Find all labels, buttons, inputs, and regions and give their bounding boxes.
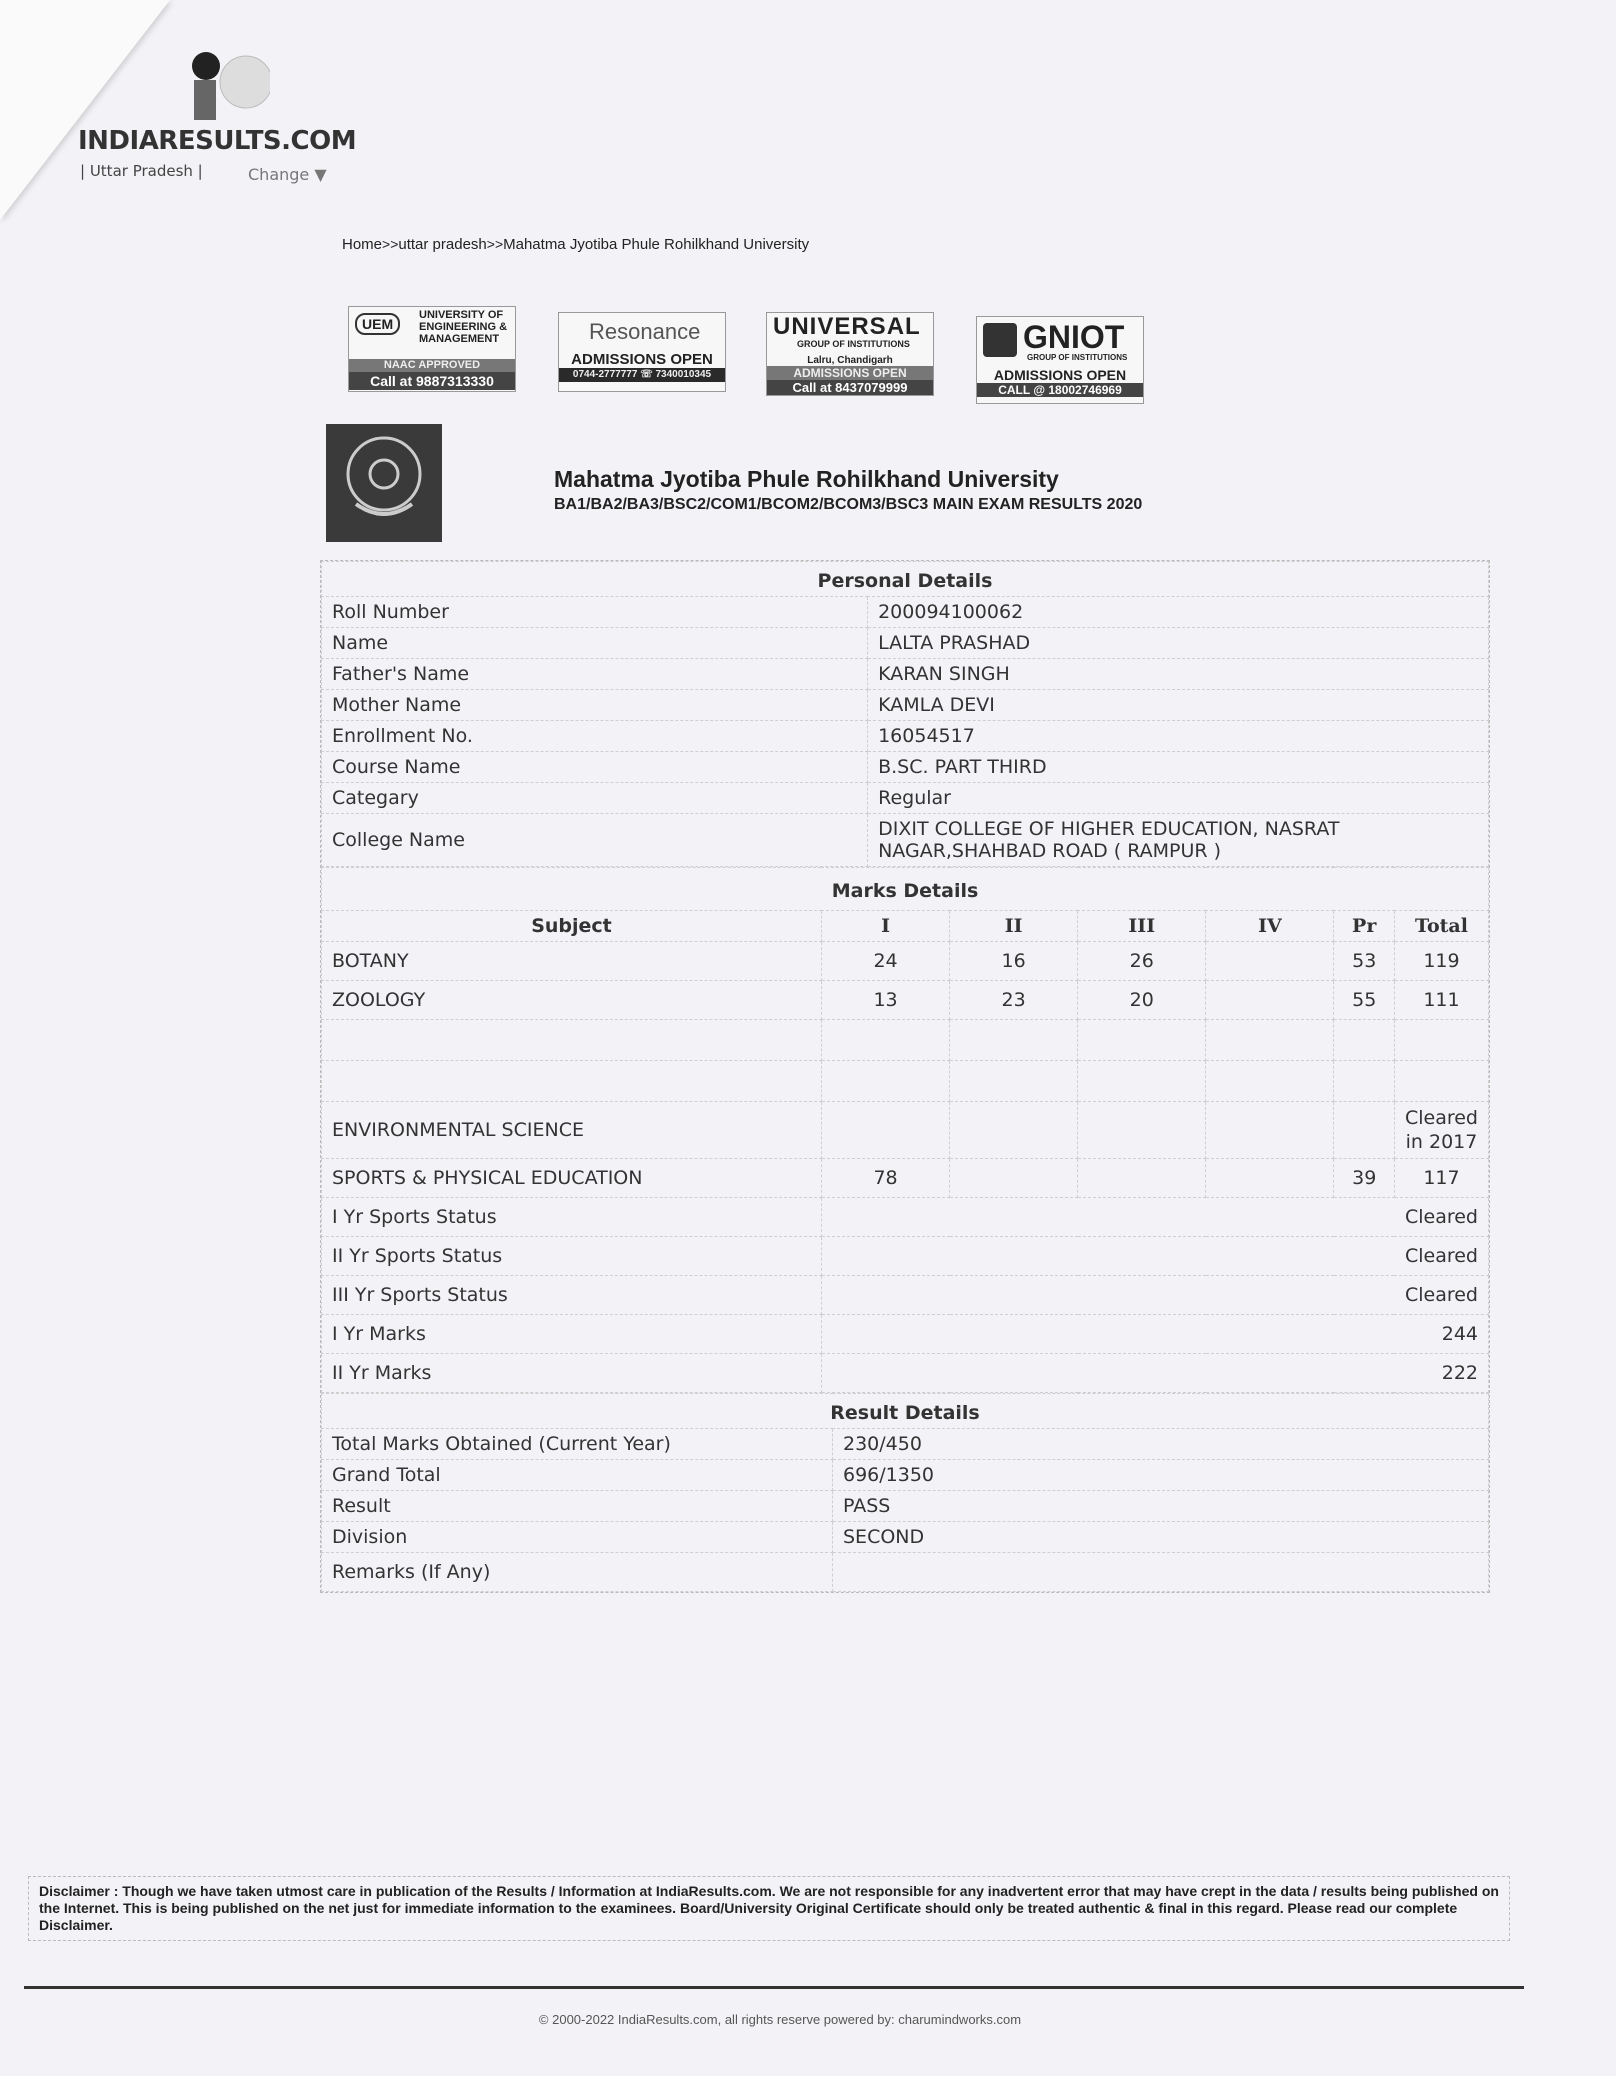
course-name-value: B.SC. PART THIRD xyxy=(868,752,1489,783)
mother-name-label: Mother Name xyxy=(322,690,868,721)
status-value: Cleared xyxy=(821,1237,1488,1276)
breadcrumb-university[interactable]: Mahatma Jyotiba Phule Rohilkhand University xyxy=(503,236,810,253)
marks-header-row xyxy=(322,911,1489,942)
col-paper-4: IV xyxy=(1206,911,1334,942)
table-row xyxy=(322,1460,1489,1491)
status-label: II Yr Marks xyxy=(322,1354,822,1393)
result-details-table xyxy=(321,1393,1489,1592)
personal-details-table xyxy=(321,561,1489,867)
table-row xyxy=(322,1198,1489,1237)
table-row xyxy=(322,783,1489,814)
ad-gniot-brand: GNIOT xyxy=(1023,319,1125,355)
marks-details-table xyxy=(321,867,1489,1393)
marks-details-heading: Marks Details xyxy=(322,868,1489,911)
ad-gniot-tag: ADMISSIONS OPEN xyxy=(993,367,1127,383)
roll-number-label: Roll Number xyxy=(322,597,868,628)
ad-resonance-brand: Resonance xyxy=(589,319,701,344)
disclaimer: Disclaimer : Though we have taken utmost care in publication of the Results / Information at IndiaResults.com. We are not responsible for any inadvertent error that may have crept in the data / results being published on the Internet. This is being published on the net just for immediate information to the examinees. Board/University Original Certificate should only be treated authentic & final in this regard. Please read our complete Disclaimer. xyxy=(28,1876,1510,1941)
ad-universal-sub: GROUP OF INSTITUTIONS xyxy=(797,339,910,349)
change-state-link[interactable]: Change ▼ xyxy=(248,165,327,184)
university-name: Mahatma Jyotiba Phule Rohilkhand University xyxy=(554,466,1059,492)
mark-paper-1: 13 xyxy=(821,981,949,1020)
table-row xyxy=(322,1429,1489,1460)
father-name-value: KARAN SINGH xyxy=(868,659,1489,690)
result-card xyxy=(320,560,1490,1593)
subject-name: ZOOLOGY xyxy=(322,981,822,1020)
ad-banner-row xyxy=(348,300,1148,410)
ad-universal-tag: ADMISSIONS OPEN xyxy=(767,366,933,380)
remarks-value xyxy=(833,1553,1489,1592)
mark-practical: 55 xyxy=(1334,981,1395,1020)
division-value: SECOND xyxy=(833,1522,1489,1553)
uem-logo-icon: UEM xyxy=(355,313,400,335)
ad-universal-call: Call at 8437079999 xyxy=(767,380,933,395)
exam-title: BA1/BA2/BA3/BSC2/COM1/BCOM2/BCOM3/BSC3 MAIN EXAM RESULTS 2020 xyxy=(554,496,1143,513)
col-total: Total xyxy=(1394,911,1488,942)
mark-total: 119 xyxy=(1394,942,1488,981)
ad-uem-line3: MANAGEMENT xyxy=(419,333,500,345)
ad-uem[interactable] xyxy=(348,306,516,392)
mark-paper-4 xyxy=(1206,981,1334,1020)
subject-name: ENVIRONMENTAL SCIENCE xyxy=(322,1102,822,1159)
col-practical: Pr xyxy=(1334,911,1395,942)
mark-total: 111 xyxy=(1394,981,1488,1020)
col-paper-3: III xyxy=(1078,911,1206,942)
table-row xyxy=(322,1237,1489,1276)
table-row xyxy=(322,981,1489,1020)
mark-paper-2: 16 xyxy=(950,942,1078,981)
result-details-heading: Result Details xyxy=(322,1394,1489,1429)
table-row xyxy=(322,1276,1489,1315)
name-label: Name xyxy=(322,628,868,659)
ad-universal[interactable] xyxy=(766,312,934,396)
table-row xyxy=(322,721,1489,752)
table-row xyxy=(322,690,1489,721)
ad-gniot-call: CALL @ 18002746969 xyxy=(977,383,1143,397)
status-label: I Yr Marks xyxy=(322,1315,822,1354)
grand-total-label: Grand Total xyxy=(322,1460,833,1491)
status-value: Cleared xyxy=(821,1276,1488,1315)
ad-gniot-sub: GROUP OF INSTITUTIONS xyxy=(1027,353,1128,362)
table-row xyxy=(322,1491,1489,1522)
table-row xyxy=(322,1102,1489,1159)
table-row xyxy=(322,1354,1489,1393)
ad-resonance[interactable] xyxy=(558,312,726,392)
ad-resonance-tag: ADMISSIONS OPEN xyxy=(571,351,713,368)
total-marks-value: 230/450 xyxy=(833,1429,1489,1460)
site-name[interactable]: INDIARESULTS.COM xyxy=(78,126,357,156)
breadcrumb-state[interactable]: uttar pradesh xyxy=(398,236,487,253)
table-row xyxy=(322,1159,1489,1198)
ad-gniot[interactable] xyxy=(976,316,1144,404)
table-row xyxy=(322,1061,1489,1102)
remarks-label: Remarks (If Any) xyxy=(322,1553,833,1592)
col-paper-1: I xyxy=(821,911,949,942)
college-name-value: DIXIT COLLEGE OF HIGHER EDUCATION, NASRAT NAGAR,SHAHBAD ROAD ( RAMPUR ) xyxy=(868,814,1489,867)
subject-name: SPORTS & PHYSICAL EDUCATION xyxy=(322,1159,822,1198)
mark-paper-3: 20 xyxy=(1078,981,1206,1020)
breadcrumb-separator: >> xyxy=(382,236,399,252)
status-value: Cleared xyxy=(821,1198,1488,1237)
university-header xyxy=(326,424,1226,544)
ad-uem-line2: ENGINEERING & xyxy=(419,321,508,333)
result-label: Result xyxy=(322,1491,833,1522)
page-fold-corner xyxy=(0,0,170,220)
name-value: LALTA PRASHAD xyxy=(868,628,1489,659)
footer-divider xyxy=(24,1986,1524,1989)
table-row xyxy=(322,942,1489,981)
mark-paper-1: 78 xyxy=(821,1159,949,1198)
table-row xyxy=(322,1020,1489,1061)
col-paper-2: II xyxy=(950,911,1078,942)
table-row xyxy=(322,752,1489,783)
mark-practical: 53 xyxy=(1334,942,1395,981)
mark-paper-4 xyxy=(1206,942,1334,981)
ad-universal-place: Lalru, Chandigarh xyxy=(807,355,893,366)
mark-paper-1: 24 xyxy=(821,942,949,981)
table-row xyxy=(322,628,1489,659)
personal-details-heading: Personal Details xyxy=(322,562,1489,597)
gniot-logo-icon xyxy=(983,323,1017,357)
status-value: 244 xyxy=(821,1315,1488,1354)
mark-paper-3: 26 xyxy=(1078,942,1206,981)
state-label: | Uttar Pradesh | xyxy=(80,162,203,180)
father-name-label: Father's Name xyxy=(322,659,868,690)
table-row xyxy=(322,597,1489,628)
mark-paper-2: 23 xyxy=(950,981,1078,1020)
breadcrumb-home[interactable]: Home xyxy=(342,236,383,253)
ad-uem-call: Call at 9887313330 xyxy=(349,372,515,390)
status-value: 222 xyxy=(821,1354,1488,1393)
enrollment-value: 16054517 xyxy=(868,721,1489,752)
course-name-label: Course Name xyxy=(322,752,868,783)
mark-practical: 39 xyxy=(1334,1159,1395,1198)
status-label: II Yr Sports Status xyxy=(322,1237,822,1276)
ad-resonance-contact: 0744-2777777 ☏ 7340010345 xyxy=(559,368,725,382)
ad-uem-line1: UNIVERSITY OF xyxy=(419,309,504,321)
total-marks-label: Total Marks Obtained (Current Year) xyxy=(322,1429,833,1460)
indiaresults-logo-icon[interactable] xyxy=(180,42,270,132)
category-label: Categary xyxy=(322,783,868,814)
enrollment-label: Enrollment No. xyxy=(322,721,868,752)
table-row xyxy=(322,659,1489,690)
college-name-label: College Name xyxy=(322,814,868,867)
table-row xyxy=(322,1553,1489,1592)
breadcrumb-separator: >> xyxy=(486,236,504,252)
category-value: Regular xyxy=(868,783,1489,814)
university-emblem-icon xyxy=(326,424,442,542)
col-subject: Subject xyxy=(322,911,822,942)
ad-universal-brand: UNIVERSAL xyxy=(773,313,921,340)
table-row xyxy=(322,814,1489,867)
footer-copyright: © 2000-2022 IndiaResults.com, all rights reserve powered by: charumindworks.com xyxy=(538,2012,1022,2027)
status-label: III Yr Sports Status xyxy=(322,1276,822,1315)
subject-name: BOTANY xyxy=(322,942,822,981)
table-row xyxy=(322,1315,1489,1354)
division-label: Division xyxy=(322,1522,833,1553)
mark-total: 117 xyxy=(1394,1159,1488,1198)
roll-number-value: 200094100062 xyxy=(868,597,1489,628)
env-science-status: Cleared in 2017 xyxy=(1394,1102,1488,1159)
grand-total-value: 696/1350 xyxy=(833,1460,1489,1491)
breadcrumb xyxy=(342,236,809,253)
table-row xyxy=(322,1522,1489,1553)
status-label: I Yr Sports Status xyxy=(322,1198,822,1237)
ad-uem-badge: NAAC APPROVED xyxy=(349,359,515,372)
result-value: PASS xyxy=(833,1491,1489,1522)
mother-name-value: KAMLA DEVI xyxy=(868,690,1489,721)
